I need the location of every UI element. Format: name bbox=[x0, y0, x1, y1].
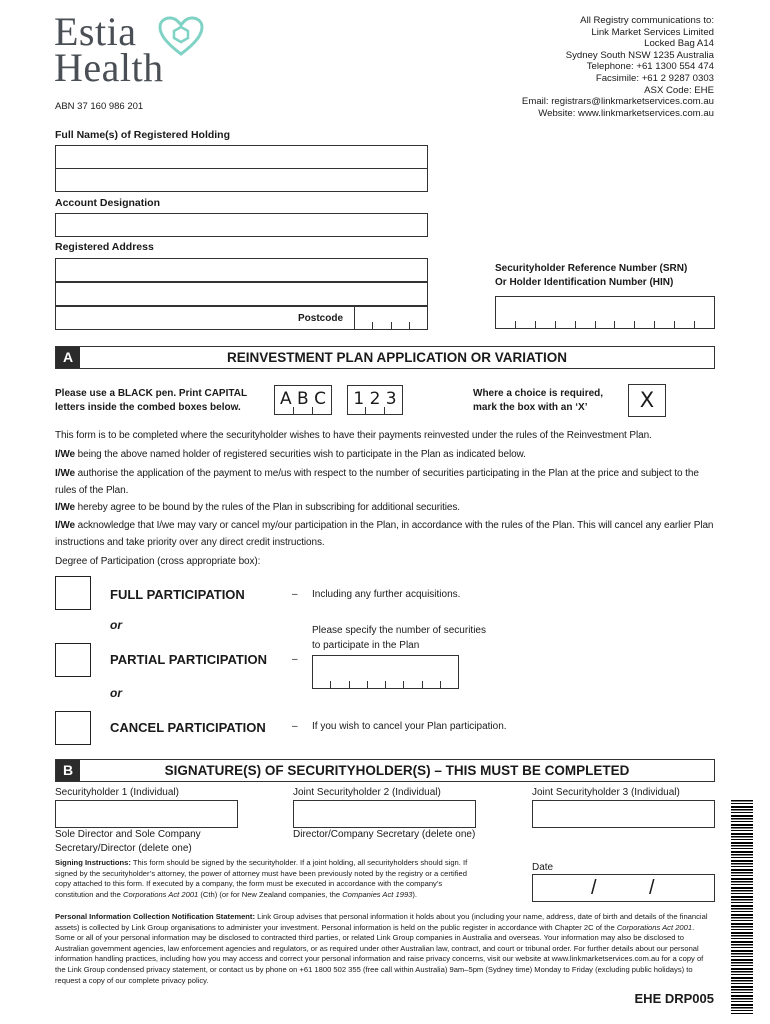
hin-label: Or Holder Identification Number (HIN) bbox=[495, 277, 674, 288]
full-participation-note: Including any further acquisitions. bbox=[312, 589, 461, 600]
signing-instructions: Signing Instructions: This form should be signed by the securityholder. If a joint holding, all securityholders should sign. If signed by the securityholder’s attorney, the power of attorney must have been previously noted by the registry or a certified copy attached to this form. If executed by a company, the form must be executed in accordance with the company’s constitution and the Corporations Act 2001 (Cth) (or for New Zealand companies, the Companies Act 1993). bbox=[55, 858, 468, 899]
registry-line: Telephone: +61 1300 554 474 bbox=[586, 61, 714, 73]
form-code: EHE DRP005 bbox=[634, 991, 714, 1006]
full-participation-label: FULL PARTICIPATION bbox=[110, 587, 245, 602]
srn-label: Securityholder Reference Number (SRN) bbox=[495, 263, 688, 274]
barcode bbox=[731, 800, 753, 1014]
account-designation-label: Account Designation bbox=[55, 197, 161, 209]
partial-participation-checkbox[interactable] bbox=[55, 643, 91, 677]
example-letters: A B C bbox=[280, 389, 326, 409]
privacy-statement: Personal Information Collection Notification Statement: Link Group advises that personal information it holds about you (including your name, address, date of birth and details of the financial assets) is collected by Link Group organisations to administer your investment. Personal information is held on the public register in accordance with Chapter 2C of the Corporations Act 2001. Some or all of your personal information may be disclosed to contracted third parties, or related Link Group companies in Australia and overseas. Your information may also be disclosed to Australian government agencies, law enforcement agencies and regulators, or as required under other Australian law, contract, and court or tribunal order. For further details about our personal information handling practices, including how you may access and correct your personal information and raise privacy concerns, visit our website at www.linkmarketservices.com.au for a copy of the Link Group condensed privacy statement, or contact us by phone on +61 1800 502 355 (free call within Australia) 9am–5pm (Sydney time) Monday to Friday (excluding public holidays) to request a copy of our complete privacy policy. bbox=[55, 912, 708, 985]
cancel-participation-label: CANCEL PARTICIPATION bbox=[110, 720, 266, 735]
registry-line: Link Market Services Limited bbox=[591, 26, 714, 38]
date-field[interactable] bbox=[532, 874, 715, 902]
postcode-field[interactable] bbox=[354, 306, 428, 330]
registry-line: Sydney South NSW 1235 Australia bbox=[565, 49, 714, 61]
statement-3: I/We hereby agree to be bound by the rules of the Plan in subscribing for additional securities. bbox=[55, 502, 460, 513]
pen-instruction-2: letters inside the combed boxes below. bbox=[55, 402, 241, 413]
address-field-1[interactable] bbox=[55, 258, 428, 282]
registry-block bbox=[522, 15, 714, 119]
partial-securities-field[interactable] bbox=[312, 655, 459, 689]
choice-instruction-1: Where a choice is required, bbox=[473, 388, 604, 399]
securityholder-2-label: Joint Securityholder 2 (Individual) bbox=[293, 787, 441, 798]
abn: ABN 37 160 986 201 bbox=[55, 101, 144, 112]
registry-line: All Registry communications to: bbox=[580, 15, 714, 26]
postcode-label: Postcode bbox=[298, 313, 344, 324]
securityholder-3-label: Joint Securityholder 3 (Individual) bbox=[532, 787, 680, 798]
statement-1: I/We being the above named holder of registered securities wish to participate in the Plan as indicated below. bbox=[55, 449, 526, 460]
address-field-2[interactable] bbox=[55, 282, 428, 306]
statement-2: I/We authorise the application of the payment to me/us with respect to the number of securities participating in the Plan at the price and subject to the rules of the Plan. bbox=[55, 468, 699, 496]
partial-note-2: to participate in the Plan bbox=[312, 640, 420, 651]
cancel-participation-note: If you wish to cancel your Plan participation. bbox=[312, 721, 507, 732]
degree-label: Degree of Participation (cross appropriate box): bbox=[55, 556, 261, 567]
example-numbers: 1 2 3 bbox=[353, 389, 397, 409]
pen-instruction-1: Please use a BLACK pen. Print CAPITAL bbox=[55, 388, 248, 399]
or-label-1: or bbox=[110, 618, 122, 632]
full-dash: – bbox=[292, 589, 298, 600]
signature-3-field[interactable] bbox=[532, 800, 715, 828]
registry-email: Email: registrars@linkmarketservices.com.au bbox=[521, 96, 714, 108]
cancel-participation-checkbox[interactable] bbox=[55, 711, 91, 745]
example-numbers-box bbox=[347, 385, 403, 415]
registry-line: Locked Bag A14 bbox=[644, 38, 714, 50]
account-designation-field[interactable] bbox=[55, 213, 428, 237]
partial-note-1: Please specify the number of securities bbox=[312, 625, 486, 636]
registry-line: ASX Code: EHE bbox=[644, 84, 714, 96]
date-separator-2: / bbox=[649, 877, 655, 899]
section-b-title: SIGNATURE(S) OF SECURITYHOLDER(S) – THIS MUST BE COMPLETED bbox=[164, 763, 630, 778]
example-letters-box bbox=[274, 385, 332, 415]
registered-address-label: Registered Address bbox=[55, 241, 154, 253]
example-mark-box bbox=[628, 384, 666, 417]
registry-website: Website: www.linkmarketservices.com.au bbox=[538, 107, 714, 119]
date-separator-1: / bbox=[591, 877, 597, 899]
heart-logo-icon bbox=[157, 16, 205, 58]
registry-line: Facsimile: +61 2 9287 0303 bbox=[595, 72, 714, 84]
logo-line-health: Health bbox=[54, 45, 164, 90]
full-participation-checkbox[interactable] bbox=[55, 576, 91, 610]
choice-instruction-2: mark the box with an ‘X’ bbox=[473, 402, 588, 413]
section-b-letter: B bbox=[56, 760, 80, 781]
full-name-label: Full Name(s) of Registered Holding bbox=[55, 129, 231, 141]
signature-1-field[interactable] bbox=[55, 800, 238, 828]
section-b-header bbox=[55, 759, 715, 782]
partial-dash: – bbox=[292, 654, 298, 665]
full-name-field-1[interactable] bbox=[55, 145, 428, 169]
srn-hin-field[interactable] bbox=[495, 296, 715, 329]
date-label: Date bbox=[532, 862, 554, 873]
full-name-field-2[interactable] bbox=[55, 168, 428, 192]
partial-participation-label: PARTIAL PARTICIPATION bbox=[110, 652, 267, 667]
securityholder-1-label: Securityholder 1 (Individual) bbox=[55, 787, 179, 798]
role-1-line-1: Sole Director and Sole Company bbox=[55, 829, 201, 840]
statement-4: I/We acknowledge that I/we may vary or cancel my/our participation in the Plan, in accordance with the rules of the Plan. This will cancel any earlier Plan instructions and take priority over any direct credit instructions. bbox=[55, 520, 714, 548]
signature-2-field[interactable] bbox=[293, 800, 476, 828]
or-label-2: or bbox=[110, 686, 122, 700]
intro-paragraph: This form is to be completed where the securityholder wishes to have their payments reinvested under the rules of the Reinvestment Plan. bbox=[55, 430, 652, 441]
role-2: Director/Company Secretary (delete one) bbox=[293, 829, 476, 840]
section-a-letter: A bbox=[56, 347, 80, 368]
logo bbox=[54, 9, 214, 94]
section-a-header bbox=[55, 346, 715, 369]
cancel-dash: – bbox=[292, 721, 298, 732]
logo-line-estia: Estia bbox=[54, 9, 137, 54]
example-mark: X bbox=[639, 388, 655, 412]
section-a-title: REINVESTMENT PLAN APPLICATION OR VARIATION bbox=[226, 350, 567, 365]
role-1-line-2: Secretary/Director (delete one) bbox=[55, 843, 192, 854]
